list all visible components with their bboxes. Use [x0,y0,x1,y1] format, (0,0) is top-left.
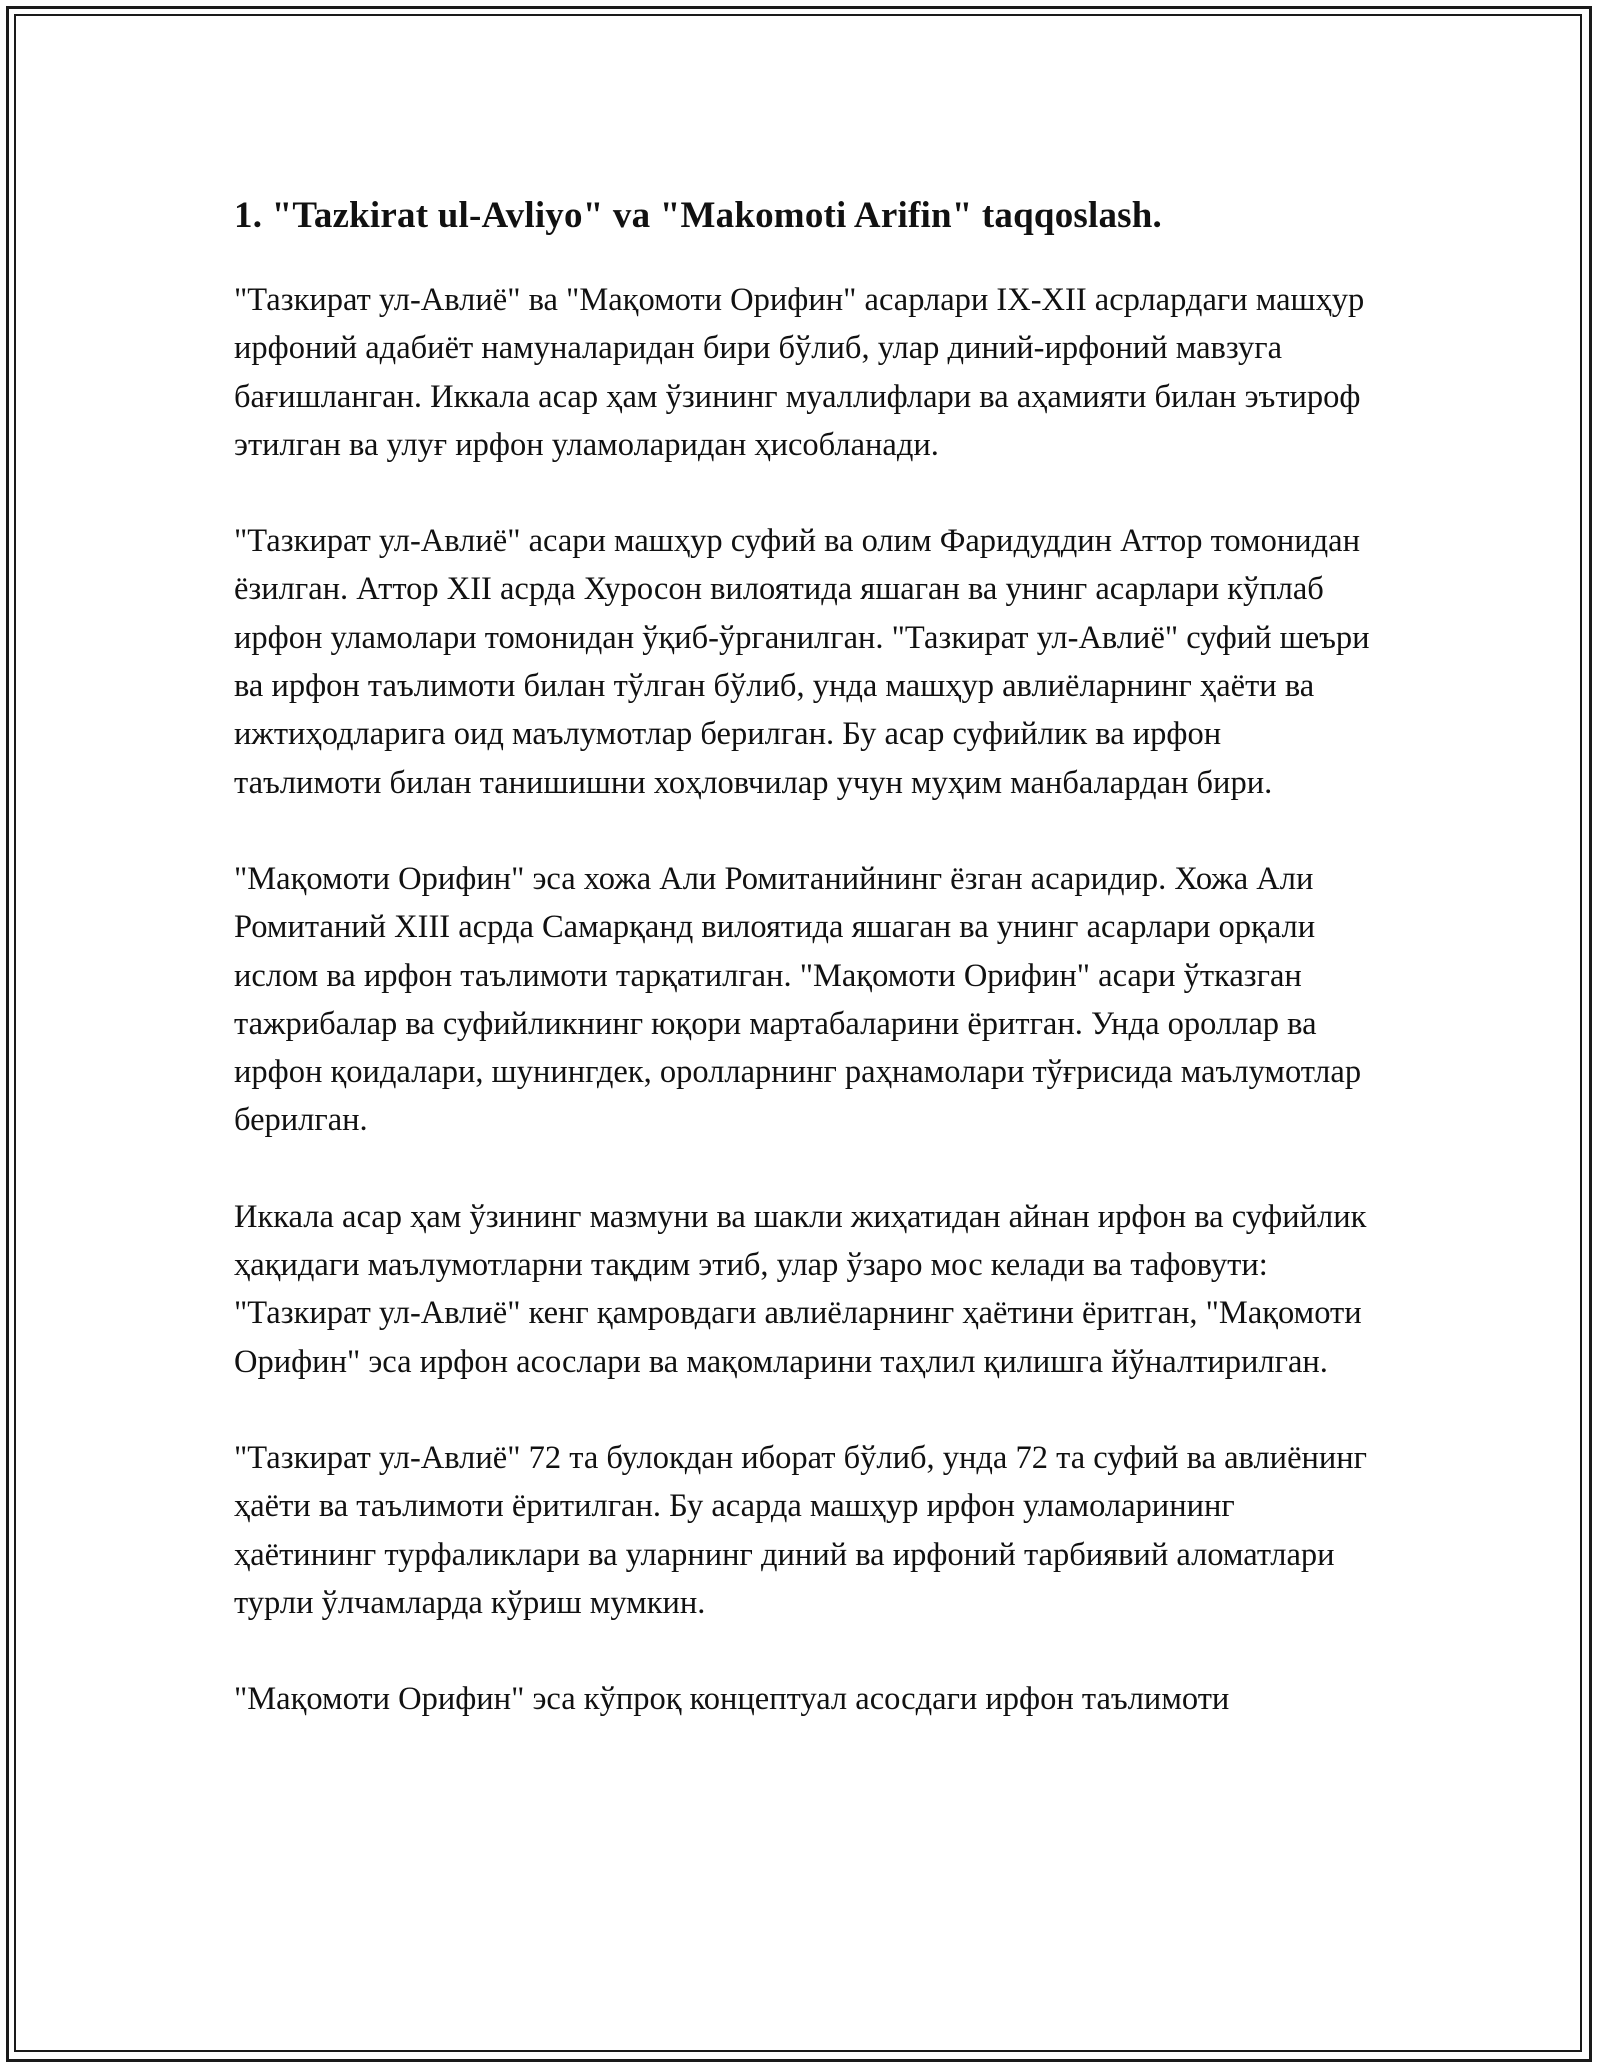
paragraph-maqomoti: "Мақомоти Орифин" эса хожа Али Ромитанийнинг ёзган асаридир. Хожа Али Ромитаний XIII асрда Самарқанд вилоятида яшаган ва унинг асарлари орқали ислом ва ирфон таълимоти тарқатилган. "Мақомоти Орифин" асари ўтказган тажрибалар ва суфийликнинг юқори мартабаларини ёритган. Унда ороллар ва ирфон қоидалари, шунингдек, оролларнинг раҳнамолари тўғрисида маълумотлар берилган. [234,860,1362,1139]
paragraph-comparison: Иккала асар ҳам ўзининг мазмуни ва шакли жиҳатидан айнан ирфон ва суфийлик ҳақидаги маълумотларни тақдим этиб, улар ўзаро мос келади ва тафовути: "Тазкират ул-Авлиё" кенг қамровдаги авлиёларнинг ҳаётини ёритган, "Мақомоти Орифин" эса ирфон асослари ва мақомларини таҳлил қилишга йўналтирилган. [234,1198,1367,1380]
document-body [234,186,1374,1771]
paragraph-intro: "Тазкират ул-Авлиё" ва "Мақомоти Орифин" асарлари IX-XII асрлардаги машҳур ирфоний адабиёт намуналаридан бири бўлиб, улар диний-ирфоний мавзуга бағишланган. Иккала асар ҳам ўзининг муаллифлари ва аҳамияти билан эътироф этилган ва улуғ ирфон уламоларидан ҳисобланади. [234,282,1365,463]
section-heading: 1. "Tazkirat ul-Avliyo" va "Makomoti Arifin" taqqoslash. [234,195,1162,236]
paragraph-maqomoti-concept: "Мақомоти Орифин" эса кўпроқ концептуал асосдаги ирфон таълимоти [234,1681,1230,1718]
paragraph-tazkirat-structure: "Тазкират ул-Авлиё" 72 та булокдан иборат бўлиб, унда 72 та суфий ва авлиёнинг ҳаёти ва таълимоти ёритилган. Бу асарда машҳур ирфон уламоларининг ҳаётининг турфаликлари ва уларнинг диний ва ирфоний тарбиявий аломатлари турли ўлчамларда кўриш мумкин. [234,1439,1368,1621]
paragraph-tazkirat: "Тазкират ул-Авлиё" асари машҳур суфий ва олим Фаридуддин Аттор томонидан ёзилган. Аттор XII асрда Хуросон вилоятида яшаган ва унинг асарлари кўплаб ирфон уламолари томонидан ўқиб-ўрганилган. "Тазкират ул-Авлиё" суфий шеъри ва ирфон таълимоти билан тўлган бўлиб, унда машҳур авлиёларнинг ҳаёти ва ижтиҳодларига оид маълумотлар берилган. Бу асар суфийлик ва ирфон таълимоти билан танишишни хоҳловчилар учун муҳим манбалардан бири. [234,523,1370,801]
